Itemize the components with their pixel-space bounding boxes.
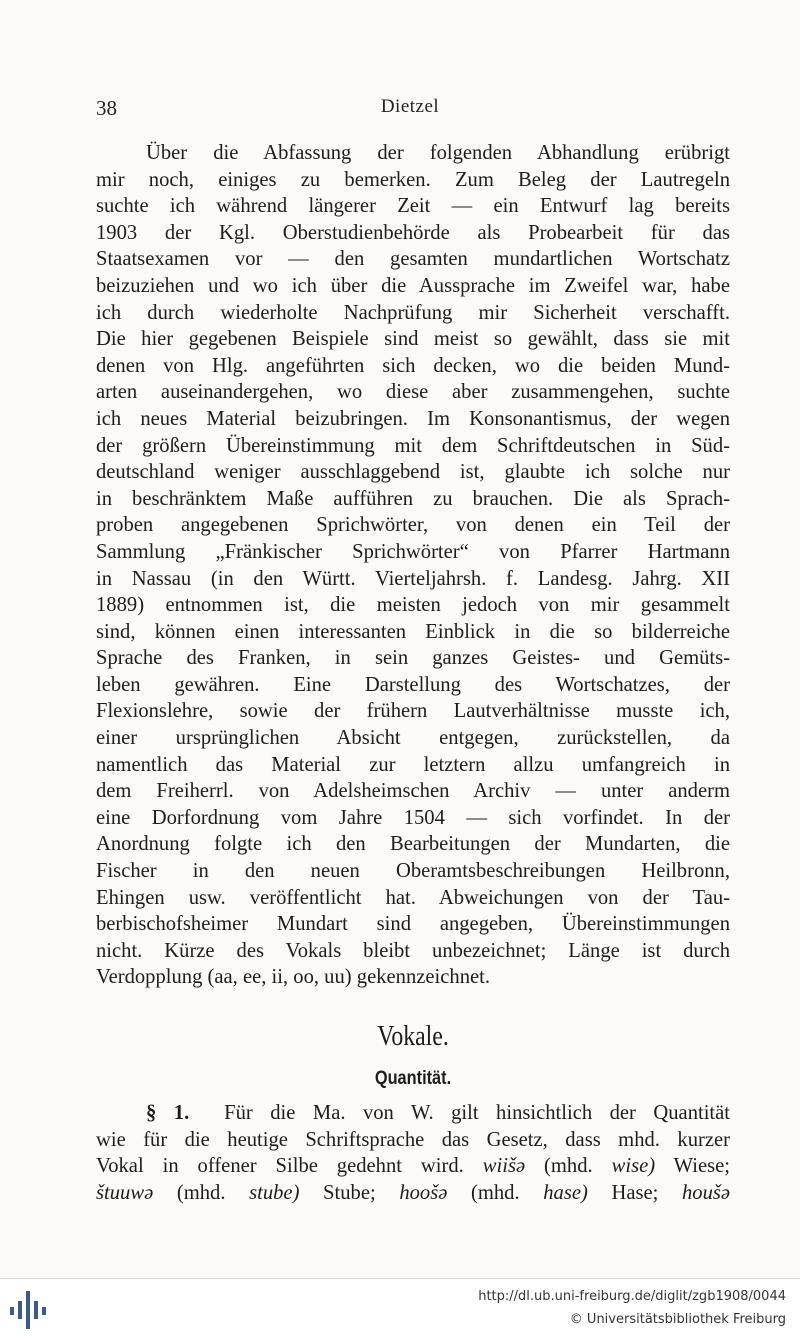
- page-number: 38: [96, 96, 117, 120]
- viewer-footer: [0, 1278, 800, 1338]
- sub-heading: Quantität.: [374, 1068, 452, 1089]
- mhd-word: wise): [611, 1155, 656, 1178]
- dialect-word: štuuwə: [96, 1181, 154, 1204]
- library-logo-icon[interactable]: [6, 1287, 50, 1331]
- text-line: berbischofsheimer Mundart sind angegeben, Übereinstimmungen: [96, 913, 730, 936]
- text-fragment: Stube;: [323, 1181, 376, 1204]
- text-fragment: Für die Ma. von W. gilt hinsichtlich der Quantität: [224, 1102, 731, 1124]
- page-header: [92, 96, 728, 122]
- text-fragment: Vokal in offener Silbe gedehnt wird.: [96, 1155, 464, 1178]
- permalink-url[interactable]: http://dl.ub.uni-freiburg.de/diglit/zgb1908/0044: [478, 1289, 786, 1304]
- text-line: [96, 1153, 730, 1180]
- text-fragment: Hase;: [611, 1181, 659, 1204]
- text-line: [96, 1180, 730, 1207]
- text-line: Fischer in den neuen Oberamtsbeschreibungen Heilbronn,: [96, 860, 730, 883]
- section-heading: Vokale.: [377, 1020, 449, 1052]
- text-line: Über die Abfassung der folgenden Abhandlung erübrigt: [146, 142, 730, 164]
- text-line: einer ursprünglichen Absicht entgegen, zurückstellen, da: [96, 727, 730, 750]
- text-line: nicht. Kürze des Vokals bleibt unbezeichnet; Länge ist durch: [96, 939, 730, 962]
- text-line: Ehingen usw. veröffentlicht hat. Abweichungen von der Tau-: [96, 886, 730, 909]
- paragraph-section-1: [96, 1100, 730, 1206]
- text-line: suchte ich während längerer Zeit — ein Entwurf lag bereits: [96, 195, 730, 218]
- text-line: in beschränktem Maße aufführen zu brauchen. Die als Sprach-: [96, 487, 730, 510]
- text-line: wie für die heutige Schriftsprache das Gesetz, dass mhd. kurzer: [96, 1128, 730, 1151]
- text-line: Anordnung folgte ich den Bearbeitungen der Mundarten, die: [96, 833, 730, 856]
- text-fragment: (mhd.: [470, 1181, 520, 1204]
- text-line: deutschland weniger ausschlaggebend ist, glaubte ich solche nur: [96, 461, 730, 484]
- text-line: Sprache des Franken, in sein ganzes Geistes- und Gemüts-: [96, 647, 730, 670]
- text-line: 1903 der Kgl. Oberstudienbehörde als Probearbeit für das: [96, 221, 730, 244]
- text-line: Flexionslehre, sowie der frühern Lautverhältnisse musste ich,: [96, 700, 730, 723]
- mhd-word: hase): [543, 1181, 588, 1204]
- text-line: eine Dorfordnung vom Jahre 1504 — sich vorfindet. In der: [96, 806, 730, 829]
- text-line: dem Freiherrl. von Adelsheimschen Archiv — unter anderm: [96, 780, 730, 803]
- text-fragment: Wiese;: [673, 1155, 731, 1178]
- text-line: [96, 1100, 730, 1127]
- text-fragment: (mhd.: [176, 1181, 226, 1204]
- text-line: namentlich das Material zur letztern allzu umfangreich in: [96, 753, 730, 776]
- dialect-word: wiišə: [482, 1155, 526, 1178]
- text-line: der größern Übereinstimmung mit dem Schriftdeutschen in Süd-: [96, 434, 730, 457]
- text-line: mir noch, einiges zu bemerken. Zum Beleg der Lautregeln: [96, 168, 730, 191]
- paragraph-mark: § 1.: [146, 1102, 190, 1124]
- text-line: denen von Hlg. angeführten sich decken, wo die beiden Mund-: [96, 354, 730, 377]
- dialect-word: hoošə: [399, 1181, 448, 1204]
- text-line: Staatsexamen vor — den gesamten mundartlichen Wortschatz: [96, 248, 730, 271]
- dialect-word: houšə: [681, 1181, 731, 1204]
- text-line: proben angegebenen Sprichwörter, von denen ein Teil der: [96, 514, 730, 537]
- running-head: Dietzel: [380, 96, 440, 117]
- text-line: leben gewähren. Eine Darstellung des Wortschatzes, der: [96, 673, 730, 696]
- paragraph-intro: [96, 140, 730, 991]
- text-line: Verdopplung (aa, ee, ii, oo, uu) gekennzeichnet.: [96, 966, 490, 989]
- text-line: Die hier gegebenen Beispiele sind meist so gewählt, dass sie mit: [96, 328, 730, 351]
- mhd-word: stube): [249, 1181, 300, 1204]
- text-line: beizuziehen und wo ich über die Aussprache im Zweifel war, habe: [96, 274, 730, 297]
- text-line: 1889) entnommen ist, die meisten jedoch von mir gesammelt: [96, 594, 730, 617]
- text-line: ich neues Material beizubringen. Im Konsonantismus, der wegen: [96, 407, 730, 430]
- text-line: sind, können einen interessanten Einblick in die so bilderreiche: [96, 620, 730, 643]
- text-line: arten auseinandergehen, wo diese aber zusammengehen, suchte: [96, 381, 730, 404]
- text-line: ich durch wiederholte Nachprüfung mir Sicherheit verschafft.: [96, 301, 730, 324]
- text-line: in Nassau (in den Württ. Vierteljahrsh. f. Landesg. Jahrg. XII: [96, 567, 730, 590]
- text-line: Sammlung „Fränkischer Sprichwörter“ von Pfarrer Hartmann: [96, 540, 730, 563]
- copyright-notice: © Universitätsbibliothek Freiburg: [569, 1312, 786, 1327]
- text-fragment: (mhd.: [544, 1155, 593, 1178]
